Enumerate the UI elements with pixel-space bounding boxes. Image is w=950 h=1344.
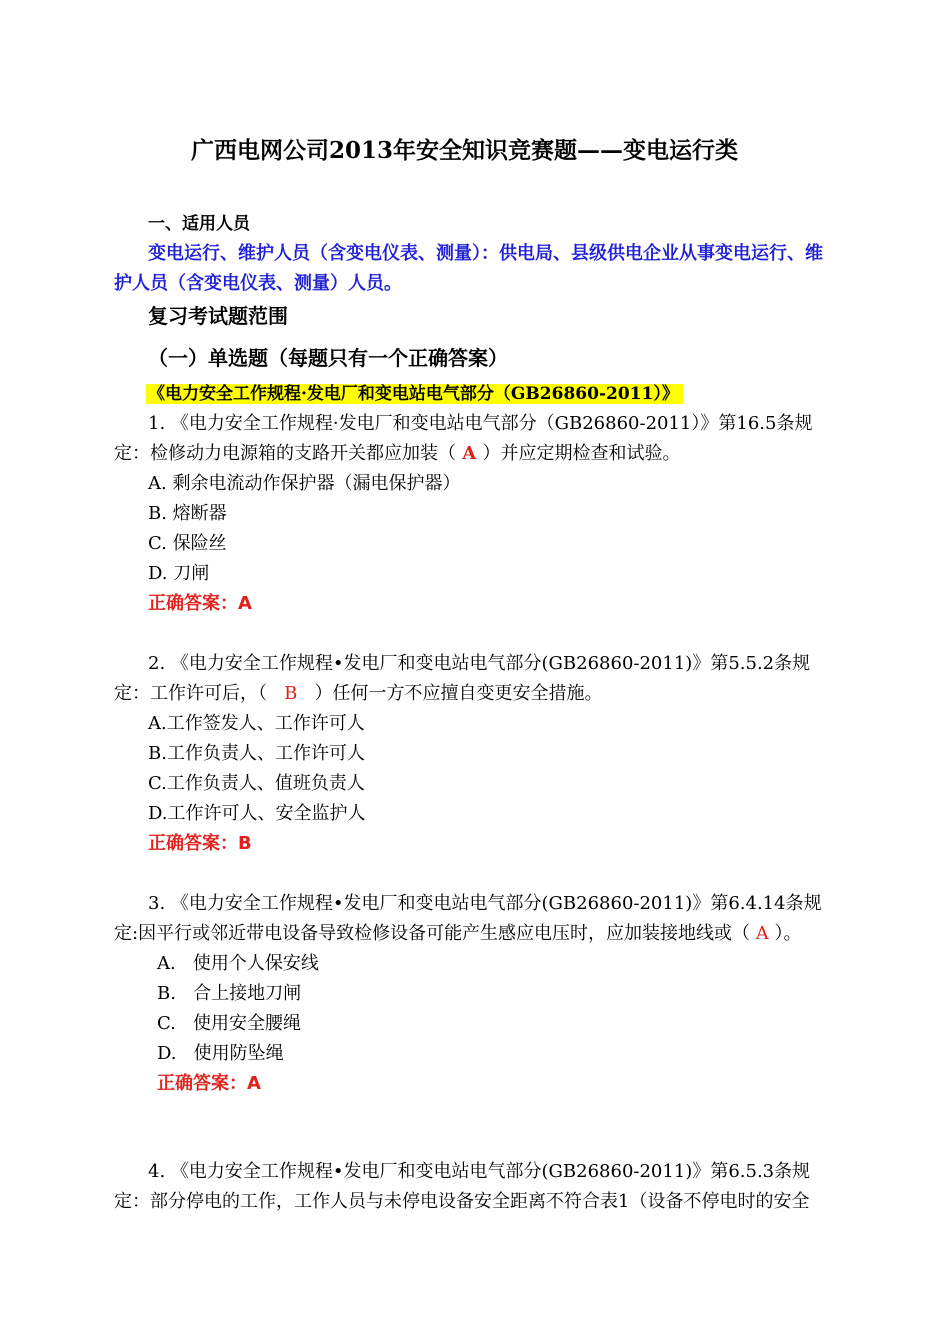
question-text: 定:因平行或邻近带电设备导致检修设备可能产生感应电压时，应加装接地线或（ [114,923,751,944]
highlighted-regulation-title: 《电力安全工作规程·发电厂和变电站电气部分（GB26860-2011）》 [146,384,683,404]
answer-blank: B [267,683,315,704]
answer-label: 正确答案： [157,1073,247,1094]
question-1-option-d: D. 刀闸 [148,563,210,584]
review-heading: 复习考试题范围 [148,304,288,328]
question-4-line-1: 4. 《电力安全工作规程•发电厂和变电站电气部分(GB26860-2011)》第6.5.3条规 [148,1161,811,1182]
question-2-line-1: 2. 《电力安全工作规程•发电厂和变电站电气部分(GB26860-2011)》第5.5.2条规 [148,653,811,674]
question-text: 定：工作许可后，（ [114,683,267,704]
question-1-line-2 [114,442,681,466]
document-title: 广西电网公司2013年安全知识竞赛题——变电运行类 [191,137,739,164]
subsection-heading: （一）单选题（每题只有一个正确答案） [148,346,508,370]
question-2-option-b: B.工作负责人、工作许可人 [148,743,365,764]
answer-label: 正确答案： [148,833,238,854]
question-3-option-b: B. 合上接地刀闸 [157,983,302,1004]
question-3-option-d: D. 使用防坠绳 [157,1043,284,1064]
question-2-option-a: A.工作签发人、工作许可人 [148,713,365,734]
question-2-answer [148,832,252,856]
question-1-option-b: B. 熔断器 [148,503,227,524]
section-heading-applicable: 一、适用人员 [148,214,250,234]
question-text: 定：检修动力电源箱的支路开关都应加装（ [114,443,456,464]
question-3-line-2 [114,922,802,946]
answer-blank: A [750,923,775,944]
question-4-line-2: 定：部分停电的工作，工作人员与未停电设备安全距离不符合表1（设备不停电时的安全 [114,1191,810,1212]
question-2-line-2 [114,682,603,706]
answer-label: 正确答案： [148,593,238,614]
question-1-option-a: A. 剩余电流动作保护器（漏电保护器） [148,473,461,494]
question-2-option-c: C.工作负责人、值班负责人 [148,773,365,794]
question-text: ）。 [774,923,802,944]
applicable-text-line-2: 护人员（含变电仪表、测量）人员。 [114,273,402,294]
answer-value: B [238,833,252,854]
question-1-line-1: 1. 《电力安全工作规程·发电厂和变电站电气部分（GB26860-2011）》第16.5条规 [148,413,813,434]
question-text: ）任何一方不应擅自变更安全措施。 [314,683,603,704]
regulation-title [146,382,683,406]
question-3-option-c: C. 使用安全腰绳 [157,1013,302,1034]
answer-blank: A [456,443,483,464]
answer-value: A [238,593,252,614]
answer-value: A [247,1073,261,1094]
applicable-text-line-1: 变电运行、维护人员（含变电仪表、测量）：供电局、县级供电企业从事变电运行、维 [148,243,823,264]
question-2-option-d: D.工作许可人、安全监护人 [148,803,366,824]
question-text: ）并应定期检查和试验。 [482,443,681,464]
question-3-option-a: A. 使用个人保安线 [157,953,319,974]
question-1-answer [148,592,252,616]
question-1-option-c: C. 保险丝 [148,533,227,554]
question-3-answer [157,1072,261,1096]
question-3-line-1: 3. 《电力安全工作规程•发电厂和变电站电气部分(GB26860-2011)》第6.4.14条规 [148,893,822,914]
